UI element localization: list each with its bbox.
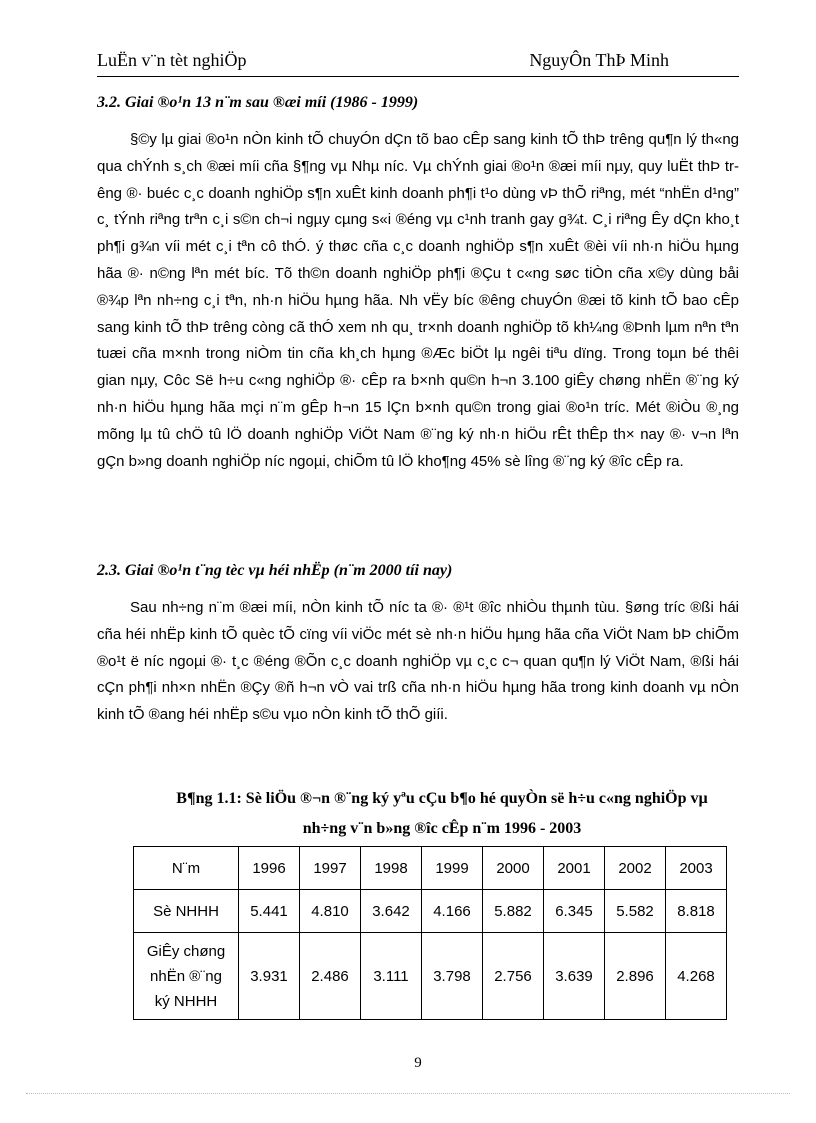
table-row xyxy=(134,890,727,933)
header-author: NguyÔn ThÞ Minh xyxy=(529,50,669,70)
table-cell: 4.268 xyxy=(666,933,727,1020)
table-caption xyxy=(97,784,787,844)
table-cell: 2.896 xyxy=(605,933,666,1020)
header-thesis-title: LuËn v¨n tèt nghiÖp xyxy=(97,50,247,70)
table-cell: 6.345 xyxy=(544,890,605,933)
table-cell: 3.639 xyxy=(544,933,605,1020)
table-cell: 4.166 xyxy=(422,890,483,933)
table-header-row xyxy=(134,847,727,890)
table-row-label-line: GiÊy chøng xyxy=(146,942,226,960)
page-bottom-divider xyxy=(26,1093,790,1094)
table-header-year: 2000 xyxy=(483,847,544,890)
section-paragraph-2-3: Sau nh÷ng n¨m ®æi míi, nÒn kinh tÕ níc ta ®· ®¹t ®îc nhiÒu thµnh tùu. §øng tríc ®ßi hái cña héi nhËp kinh tÕ quèc tÕ cïng víi viÖc mét sè nh·n hiÖu hµng hãa cña ViÖt Nam bÞ chiÕm ®o¹t ë níc ngoµi ®· t¸c ®éng ®Õn c¸c doanh nghiÖp vµ c¸c c¬ quan qu¶n lý ViÖt Nam, ®ßi hái cÇn ph¶i nh×n nhËn ®Çy ®ñ h¬n vÒ vai trß cña nh·n hiÖu hµng hãa trong kinh doanh vµ nÒn kinh tÕ ®ang héi nhËp s©u vµo nÒn kinh tÕ thÕ giíi. xyxy=(97,599,739,724)
table-cell: 5.582 xyxy=(605,890,666,933)
table-cell: 3.111 xyxy=(361,933,422,1020)
table-cell: 8.818 xyxy=(666,890,727,933)
table-header-year-label: N¨m xyxy=(134,847,239,890)
table-header-year: 1997 xyxy=(300,847,361,890)
section-paragraph-3-2: §©y lµ giai ®o¹n nÒn kinh tÕ chuyÓn dÇn tõ bao cÊp sang kinh tÕ thÞ trêng qu¶n lý th«ng qua chÝnh s¸ch ®æi míi cña §¶ng vµ Nhµ níc. Vµ chÝnh giai ®o¹n ®æi míi nµy, quy luËt thÞ trêng ®· buéc c¸c doanh nghiÖp s¶n xuÊt kinh doanh ph¶i t¹o dùng vÞ thÕ riªng, mét “nhËn d¹ng” c¸ tÝnh riªng trªn c¸i s©n ch¬i ngµy cµng s«i ®éng vµ c¹nh tranh gay g¾t. C¸i riªng Êy dÇn kho¸t ph¶i g¾n víi mét c¸i tªn cô thÓ. ý thøc cña c¸c doanh nghiÖp s¶n xuÊt ®èi víi nh·n hiÖu hµng hãa ®· n©ng lªn mét bíc. Tõ th©n doanh nghiÖp ph¶i ®Çu t c«ng søc tiÒn cña x©y dùng båi ®¾p lªn nh÷ng c¸i tªn, nh·n hiÖu hµng hãa. Nh vËy bíc ®êng chuyÓn ®æi tõ kinh tÕ bao cÊp sang kinh tÕ thÞ trêng còng cã thÓ xem nh qu¸ tr×nh doanh nghiÖp tõ kh¼ng ®Þnh lµm nªn tªn tuæi cña m×nh trong niÒm tin cña kh¸ch hµng ®Æc biÖt lµ ngêi tiªu dïng. Trong toµn bé thêi gian nµy, Côc Së h÷u c«ng nghiÖp ®· cÊp ra b×nh qu©n h¬n 3.100 giÊy chøng nhËn ®¨ng ký nh·n hiÖu hµng hãa mçi n¨m gÊp h¬n 15 lÇn b×nh qu©n trong giai ®o¹n tríc. Mét ®iÒu ®¸ng mõng lµ tû chÖ tû lÖ doanh nghiÖp ViÖt Nam ®¨ng ký nh·n hiÖu rÊt thÊp th× nay ®· v¬n lªn gÇn b»ng doanh nghiÖp níc ngoµi, chiÕm tû lÖ kho¶ng 45% sè lîng ®¨ng ký ®îc cÊp ra. xyxy=(97,131,739,470)
table-header-year: 1996 xyxy=(239,847,300,890)
page-number: 9 xyxy=(414,1055,422,1071)
registration-table xyxy=(133,846,727,1020)
table-cell: 3.798 xyxy=(422,933,483,1020)
table-header-year: 1999 xyxy=(422,847,483,890)
table-header-year: 2002 xyxy=(605,847,666,890)
table-cell: 3.931 xyxy=(239,933,300,1020)
table-row xyxy=(134,933,727,1020)
table-cell: 5.882 xyxy=(483,890,544,933)
table-row-label-line: ký NHHH xyxy=(154,992,218,1010)
table-row-label-line: nhËn ®¨ng xyxy=(150,967,222,985)
page-header xyxy=(97,46,739,77)
table-cell: 3.642 xyxy=(361,890,422,933)
table-cell: 2.486 xyxy=(300,933,361,1020)
table-caption-line-2: nh÷ng v¨n b»ng ®îc cÊp n¨m 1996 - 2003 xyxy=(302,820,582,837)
table-caption-line-1: B¶ng 1.1: Sè liÖu ®¬n ®¨ng ký yªu cÇu b¶o hé quyÒn së h÷u c«ng nghiÖp vµ xyxy=(176,790,708,807)
table-cell: 5.441 xyxy=(239,890,300,933)
table-cell: 2.756 xyxy=(483,933,544,1020)
table-header-year: 2003 xyxy=(666,847,727,890)
table-header-year: 1998 xyxy=(361,847,422,890)
table-cell: 4.810 xyxy=(300,890,361,933)
section-heading-2-3: 2.3. Giai ®o¹n t¨ng tèc vµ héi nhËp (n¨m 2000 tíi nay) xyxy=(97,562,453,579)
table-row-label: Sè NHHH xyxy=(134,890,239,933)
table-header-year: 2001 xyxy=(544,847,605,890)
section-heading-3-2: 3.2. Giai ®o¹n 13 n¨m sau ®æi míi (1986 - 1999) xyxy=(97,94,419,111)
table-row-label xyxy=(134,933,239,1020)
